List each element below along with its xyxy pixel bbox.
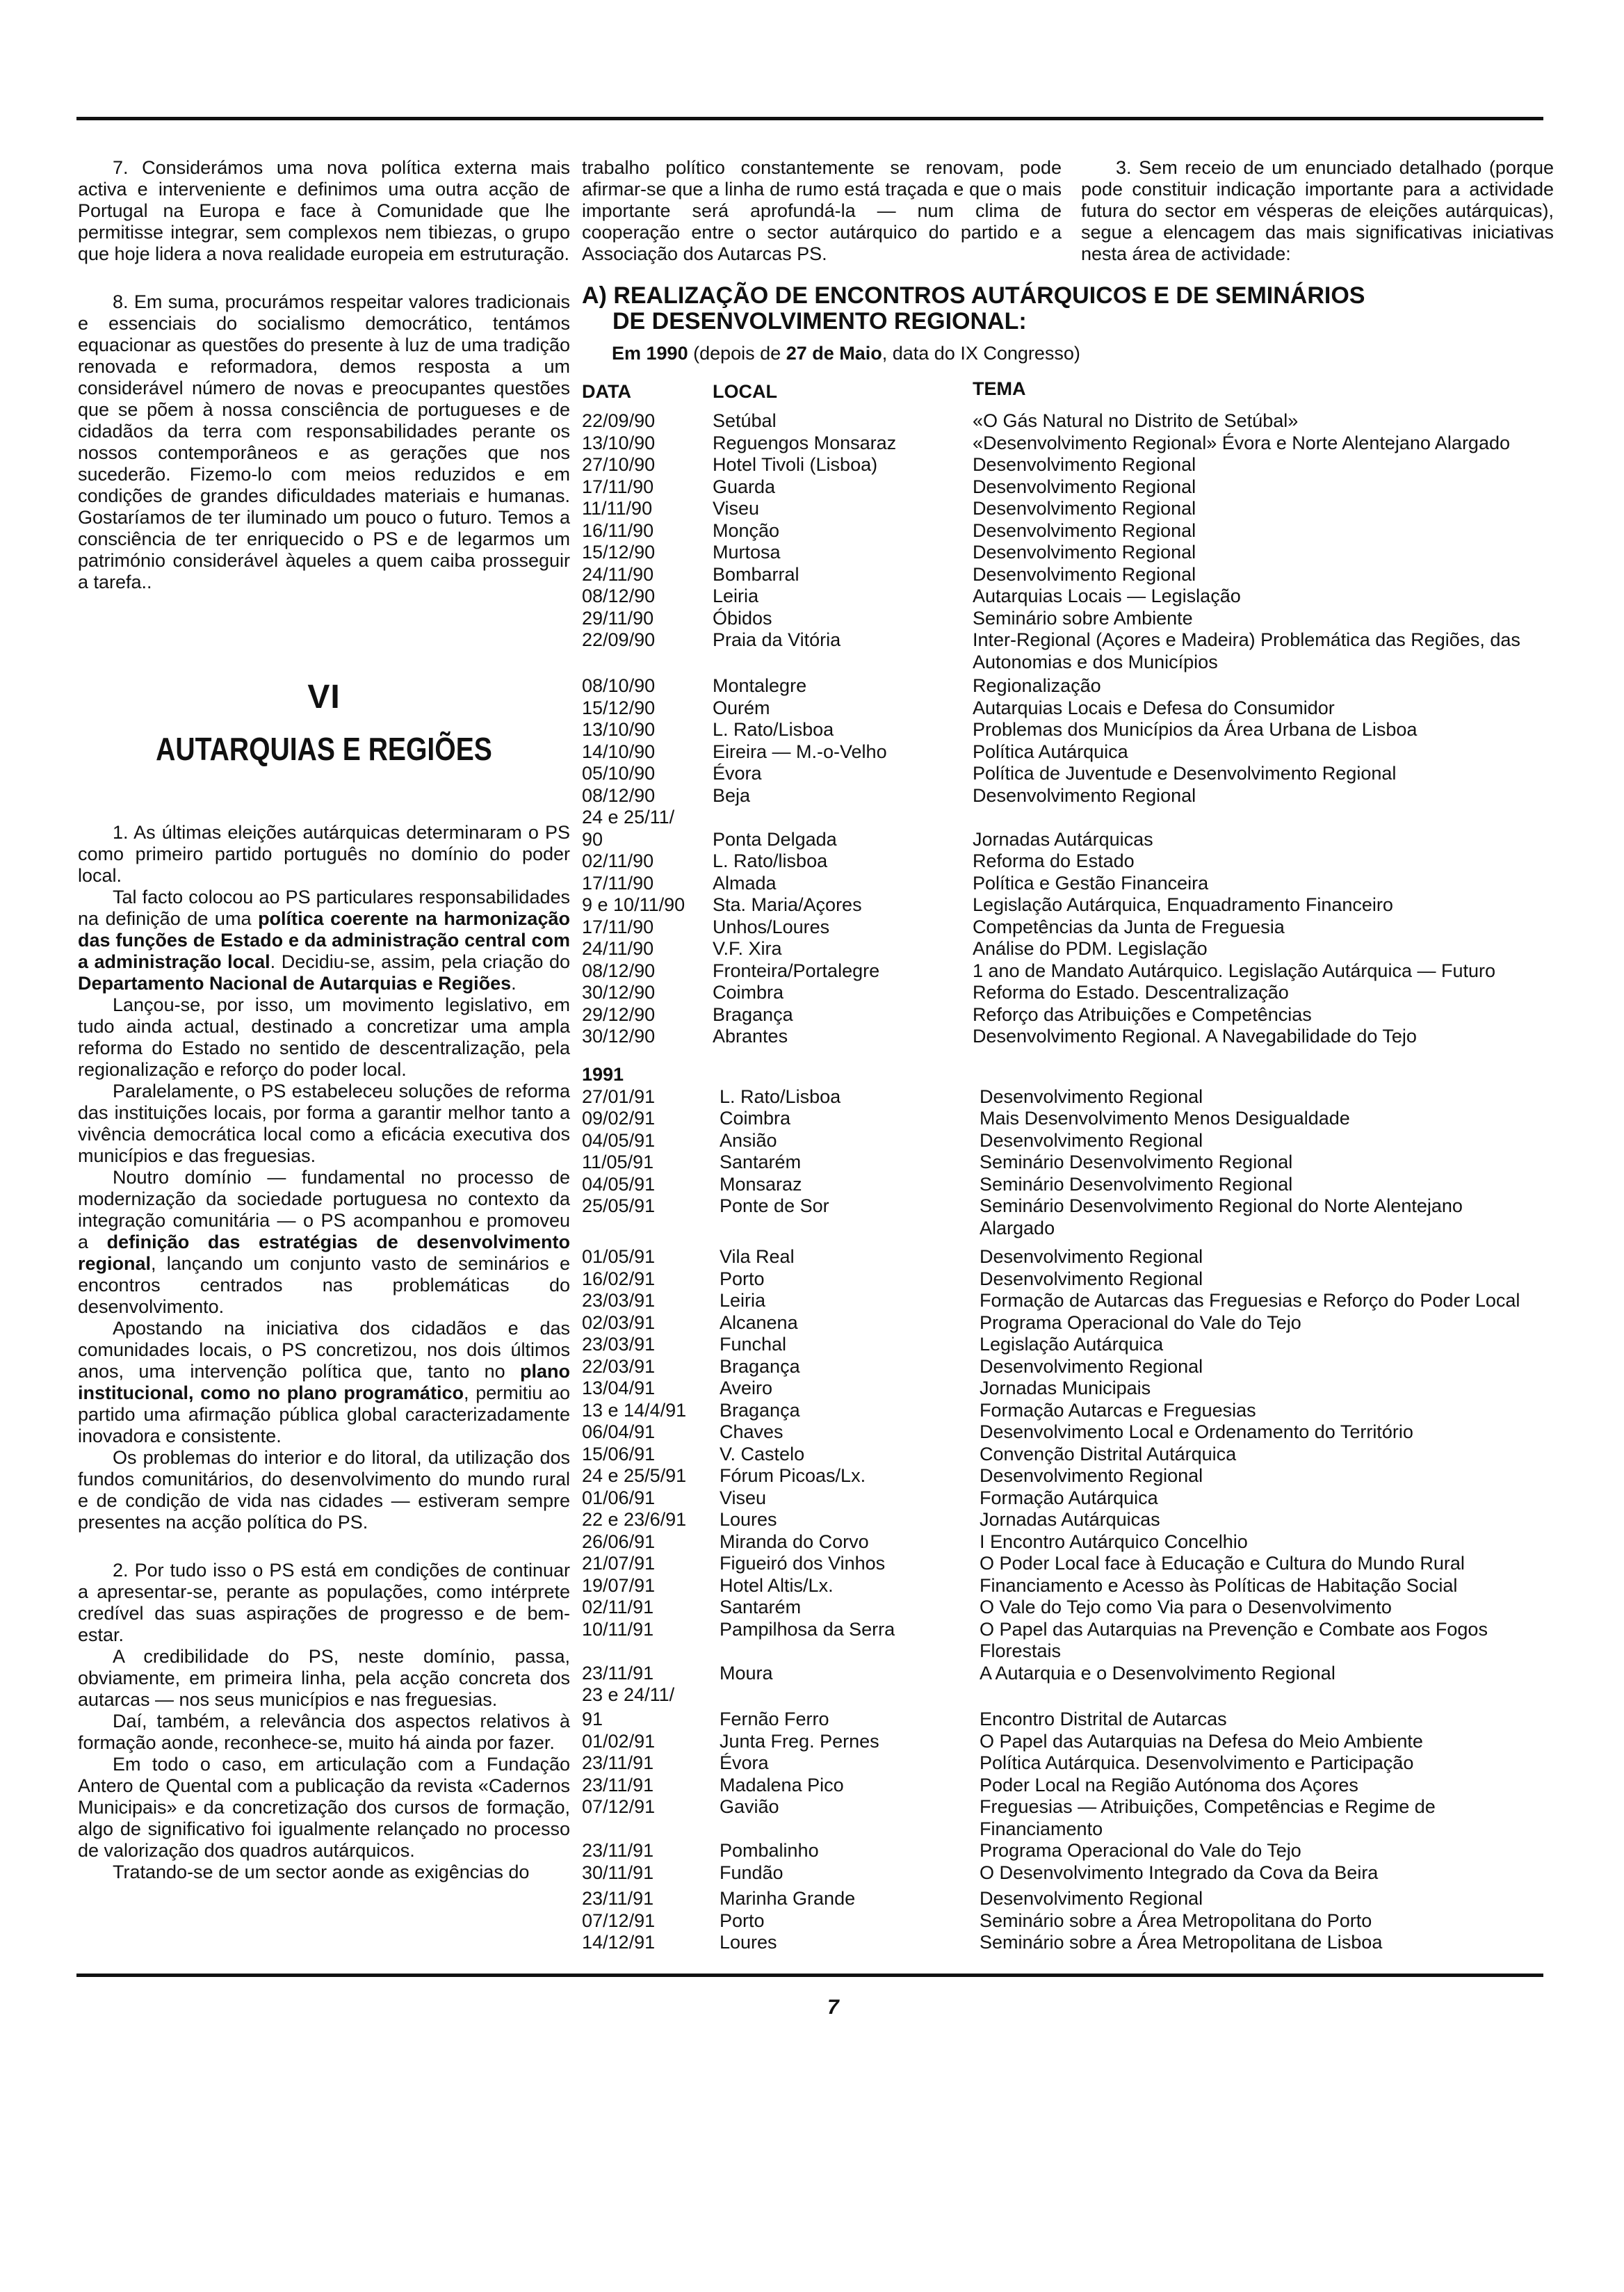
cell-local: Sta. Maria/Açores: [713, 894, 862, 915]
cell-tema: Seminário sobre Ambiente: [973, 608, 1193, 629]
section-1-para-d: Paralelamente, o PS estabeleceu soluções de reforma das instituições locais, por forma a garantir melhor tanto a vivência democrática local como a eficácia executiva dos municípios e das freguesias.: [78, 1081, 570, 1166]
bottom-rule: [76, 1974, 1543, 1977]
cell-date: 15/12/90: [582, 697, 656, 718]
cell-date: 22 e 23/6/91: [582, 1509, 687, 1530]
header-data: DATA: [582, 381, 631, 402]
cell-date: 08/12/90: [582, 586, 656, 606]
cell-tema: Desenvolvimento Regional: [980, 1888, 1203, 1909]
cell-date: 30/12/90: [582, 982, 656, 1003]
text-run: (depois de: [688, 343, 786, 364]
cell-date: 30/11/91: [582, 1862, 654, 1883]
cell-tema: Autonomias e dos Municípios: [973, 652, 1218, 672]
cell-local: Murtosa: [713, 542, 781, 563]
cell-local: Alcanena: [720, 1312, 798, 1333]
cell-tema: Reforço das Atribuições e Competências: [973, 1004, 1312, 1025]
cell-local: Ponta Delgada: [713, 829, 837, 850]
cell-date: 91: [582, 1709, 603, 1729]
cell-date: 29/11/90: [582, 608, 654, 629]
cell-tema: Programa Operacional do Vale do Tejo: [980, 1312, 1301, 1333]
cell-local: Leiria: [720, 1290, 766, 1311]
cell-tema: Financiamento e Acesso às Políticas de Habitação Social: [980, 1575, 1458, 1596]
cell-date: 04/05/91: [582, 1174, 656, 1195]
cell-date: 24 e 25/5/91: [582, 1465, 687, 1486]
cell-local: Chaves: [720, 1421, 783, 1442]
cell-local: Eireira — M.-o-Velho: [713, 741, 887, 762]
cell-date: 22/09/90: [582, 410, 656, 431]
cell-local: Hotel Tivoli (Lisboa): [713, 454, 878, 475]
cell-tema: Freguesias — Atribuições, Competências e Regime de: [980, 1796, 1436, 1817]
cell-tema: Desenvolvimento Regional: [973, 542, 1196, 563]
cell-local: Viseu: [713, 498, 760, 519]
cell-date: 07/12/91: [582, 1910, 656, 1931]
cell-date: 01/02/91: [582, 1731, 656, 1752]
column-left-section-text: [78, 822, 570, 1883]
cell-local: Ponte de Sor: [720, 1195, 829, 1216]
cell-local: Loures: [720, 1509, 777, 1530]
cell-local: Leiria: [713, 586, 759, 606]
cell-tema: O Papel das Autarquias na Prevenção e Combate aos Fogos: [980, 1619, 1488, 1640]
section-1-para-c: Lançou-se, por isso, um movimento legislativo, em tudo ainda actual, destinado a concretizar uma ampla reforma do Estado no sentido de descentralização, pela regionalização e reforço do poder local.: [78, 994, 570, 1080]
cell-tema: Alargado: [980, 1218, 1055, 1238]
cell-local: Reguengos Monsaraz: [713, 433, 897, 453]
cell-date: 17/11/90: [582, 873, 654, 894]
cell-tema: Autarquias Locais e Defesa do Consumidor: [973, 697, 1335, 718]
cell-local: Porto: [720, 1910, 765, 1931]
cell-date: 23/03/91: [582, 1290, 656, 1311]
cell-date: 14/10/90: [582, 741, 656, 762]
cell-tema: Formação Autárquica: [980, 1487, 1158, 1508]
cell-date: 13/10/90: [582, 433, 656, 453]
cell-local: Fórum Picoas/Lx.: [720, 1465, 866, 1486]
cell-local: Montalegre: [713, 675, 807, 696]
heading-line-1: A) REALIZAÇÃO DE ENCONTROS AUTÁRQUICOS E DE SEMINÁRIOS: [582, 282, 1365, 309]
cell-local: Ourém: [713, 697, 770, 718]
cell-date: 23/11/91: [582, 1663, 654, 1684]
cell-local: Évora: [720, 1752, 769, 1773]
bold-run: Departamento Nacional de Autarquias e Regiões: [78, 973, 512, 994]
cell-tema: Seminário sobre a Área Metropolitana do Porto: [980, 1910, 1372, 1931]
header-local: LOCAL: [713, 381, 777, 402]
cell-local: Évora: [713, 763, 762, 784]
cell-date: 02/03/91: [582, 1312, 656, 1333]
cell-local: Santarém: [720, 1152, 802, 1172]
cell-local: Beja: [713, 785, 751, 806]
cell-local: Coimbra: [720, 1108, 791, 1129]
cell-date: 16/02/91: [582, 1268, 656, 1289]
cell-date: 13/04/91: [582, 1378, 656, 1398]
heading-line-2: DE DESENVOLVIMENTO REGIONAL:: [612, 308, 1027, 334]
header-tema: TEMA: [973, 378, 1026, 399]
right-paragraph: 3. Sem receio de um enunciado detalhado (porque pode constituir indicação importante para a actividade futura do sector em vésperas de eleições autárquicas), segue a elencagem das mais significativas iniciativas nesta área de actividade:: [1081, 157, 1554, 264]
cell-tema: Desenvolvimento Regional: [980, 1465, 1203, 1486]
cell-tema: Problemas dos Municípios da Área Urbana de Lisboa: [973, 719, 1418, 740]
cell-tema: Jornadas Autárquicas: [980, 1509, 1160, 1530]
cell-tema: Legislação Autárquica, Enquadramento Financeiro: [973, 894, 1393, 915]
cell-tema: Jornadas Autárquicas: [973, 829, 1153, 850]
cell-tema: Análise do PDM. Legislação: [973, 938, 1208, 959]
section-2-para-c: Daí, também, a relevância dos aspectos relativos à formação aonde, reconhece-se, muito há ainda por fazer.: [78, 1711, 570, 1753]
cell-tema: Desenvolvimento Regional: [973, 520, 1196, 541]
cell-date: 11/05/91: [582, 1152, 654, 1172]
cell-local: Ansião: [720, 1130, 777, 1151]
cell-local: Gavião: [720, 1796, 779, 1817]
cell-tema: Política Autárquica. Desenvolvimento e Participação: [980, 1752, 1414, 1773]
section-a-heading: [582, 283, 1555, 334]
cell-date: 17/11/90: [582, 917, 654, 937]
section-1-para-b: [78, 887, 570, 994]
cell-date: 09/02/91: [582, 1108, 656, 1129]
cell-tema: Desenvolvimento Regional: [973, 785, 1196, 806]
section-1-para-f: [78, 1318, 570, 1447]
bold-run: plano institucional, como no plano programático: [78, 1361, 570, 1403]
cell-date: 23/11/91: [582, 1752, 654, 1773]
page-number: 7: [827, 1996, 839, 2019]
cell-tema: Desenvolvimento Regional: [980, 1356, 1203, 1377]
cell-date: 22/09/90: [582, 629, 656, 650]
section-2-para-a: 2. Por tudo isso o PS está em condições de continuar a apresentar-se, perante as populações, como intérprete credível das suas aspirações de progresso e de bem-estar.: [78, 1560, 570, 1645]
cell-date: 08/10/90: [582, 675, 656, 696]
bold-run: definição das estratégias de desenvolvimento regional: [78, 1232, 570, 1274]
cell-tema: Encontro Distrital de Autarcas: [980, 1709, 1227, 1729]
cell-tema: Programa Operacional do Vale do Tejo: [980, 1840, 1301, 1861]
cell-date: 13/10/90: [582, 719, 656, 740]
cell-tema: Reforma do Estado. Descentralização: [973, 982, 1289, 1003]
text-run: Apostando na iniciativa dos cidadãos e das comunidades locais, o PS concretizou, nos dois últimos anos, uma intervenção política que, tanto no: [78, 1318, 570, 1382]
cell-local: Almada: [713, 873, 777, 894]
cell-date: 08/12/90: [582, 785, 656, 806]
cell-tema: Seminário Desenvolvimento Regional: [980, 1174, 1293, 1195]
cell-tema: O Vale do Tejo como Via para o Desenvolvimento: [980, 1597, 1392, 1617]
cell-date: 11/11/90: [582, 498, 653, 519]
text-run: , lançando um conjunto vasto de seminários e encontros centrados nas problemáticas do desenvolvimento.: [78, 1253, 570, 1317]
cell-tema: «O Gás Natural no Distrito de Setúbal»: [973, 410, 1299, 431]
text-run: , permitiu ao partido uma afirmação pública global caracterizadamente inovadora e consistente.: [78, 1382, 570, 1446]
text-run: Noutro domínio — fundamental no processo de modernização da sociedade portuguesa no contexto da integração comunitária — o PS acompanhou e promoveu a: [78, 1167, 570, 1252]
cell-tema: Política Autárquica: [973, 741, 1128, 762]
cell-local: Guarda: [713, 476, 776, 497]
cell-tema: Legislação Autárquica: [980, 1334, 1164, 1355]
section-2-para-d: Em todo o caso, em articulação com a Fundação Antero de Quental com a publicação da revista «Cadernos Municipais» e da concretização dos cursos de formação, algo de significativo foi igualmente relançado no processo de valorização dos quadros autárquicos.: [78, 1754, 570, 1861]
cell-local: Funchal: [720, 1334, 787, 1355]
cell-date: 05/10/90: [582, 763, 656, 784]
cell-date: 10/11/91: [582, 1619, 654, 1640]
cell-tema: O Desenvolvimento Integrado da Cova da Beira: [980, 1862, 1379, 1883]
cell-tema: Inter-Regional (Açores e Madeira) Problemática das Regiões, das: [973, 629, 1520, 650]
cell-local: Unhos/Loures: [713, 917, 830, 937]
section-2-para-e: Tratando-se de um sector aonde as exigências do: [113, 1862, 530, 1882]
cell-tema: I Encontro Autárquico Concelhio: [980, 1531, 1248, 1552]
bold-run: Em 1990: [612, 343, 688, 364]
cell-local: Figueiró dos Vinhos: [720, 1553, 886, 1574]
cell-tema: Desenvolvimento Regional: [980, 1246, 1203, 1267]
cell-tema: A Autarquia e o Desenvolvimento Regional: [980, 1663, 1335, 1684]
cell-date: 29/12/90: [582, 1004, 656, 1025]
cell-date: 16/11/90: [582, 520, 654, 541]
cell-tema: Mais Desenvolvimento Menos Desigualdade: [980, 1108, 1350, 1129]
cell-tema: Poder Local na Região Autónoma dos Açores: [980, 1775, 1358, 1795]
cell-date: 15/06/91: [582, 1444, 656, 1464]
cell-local: Moura: [720, 1663, 773, 1684]
cell-date: 08/12/90: [582, 960, 656, 981]
cell-local: Miranda do Corvo: [720, 1531, 869, 1552]
cell-tema: Desenvolvimento Regional: [980, 1130, 1203, 1151]
cell-local: L. Rato/Lisboa: [720, 1086, 841, 1107]
cell-tema: Desenvolvimento Regional: [973, 454, 1196, 475]
cell-tema: Regionalização: [973, 675, 1101, 696]
bold-run: 27 de Maio: [786, 343, 882, 364]
cell-tema: O Poder Local face à Educação e Cultura do Mundo Rural: [980, 1553, 1465, 1574]
cell-local: Fronteira/Portalegre: [713, 960, 880, 981]
cell-date: 90: [582, 829, 603, 850]
cell-local: L. Rato/lisboa: [713, 850, 828, 871]
section-1-para-g: Os problemas do interior e do litoral, da utilização dos fundos comunitários, do desenvolvimento do mundo rural e de condição de vida nas cidades — estiveram sempre presentes na acção política do PS.: [78, 1447, 570, 1533]
cell-tema: Desenvolvimento Regional: [973, 476, 1196, 497]
cell-local: V.F. Xira: [713, 938, 782, 959]
cell-date: 30/12/90: [582, 1026, 656, 1047]
cell-local: Monsaraz: [720, 1174, 802, 1195]
cell-date: 01/05/91: [582, 1246, 656, 1267]
cell-local: Praia da Vitória: [713, 629, 841, 650]
cell-tema: Seminário Desenvolvimento Regional: [980, 1152, 1293, 1172]
cell-tema: «Desenvolvimento Regional» Évora e Norte Alentejano Alargado: [973, 433, 1510, 453]
text-run: Tal facto colocou ao PS particulares responsabilidades na definição de uma: [78, 887, 570, 929]
text-run: .: [511, 973, 517, 994]
cell-date: 23 e 24/11/: [582, 1684, 675, 1705]
cell-tema: Formação de Autarcas das Freguesias e Reforço do Poder Local: [980, 1290, 1520, 1311]
cell-local: Pampilhosa da Serra: [720, 1619, 895, 1640]
cell-tema: Financiamento: [980, 1818, 1103, 1839]
cell-date: 23/11/91: [582, 1775, 654, 1795]
cell-local: Bombarral: [713, 564, 799, 585]
cell-tema: Seminário Desenvolvimento Regional do Norte Alentejano: [980, 1195, 1463, 1216]
cell-tema: Desenvolvimento Regional: [980, 1086, 1203, 1107]
cell-tema: 1 ano de Mandato Autárquico. Legislação Autárquica — Futuro: [973, 960, 1495, 981]
cell-date: 06/04/91: [582, 1421, 656, 1442]
cell-local: Porto: [720, 1268, 765, 1289]
cell-local: Viseu: [720, 1487, 767, 1508]
column-left: [78, 157, 570, 593]
cell-local: Madalena Pico: [720, 1775, 844, 1795]
section-title: AUTARQUIAS E REGIÕES: [156, 731, 492, 767]
cell-tema: Desenvolvimento Regional: [980, 1268, 1203, 1289]
cell-local: Fundão: [720, 1862, 783, 1883]
top-rule: [76, 117, 1543, 120]
cell-date: 14/12/91: [582, 1932, 656, 1953]
cell-date: 23/11/91: [582, 1840, 654, 1861]
column-middle-text: [582, 157, 1062, 265]
cell-local: Coimbra: [713, 982, 784, 1003]
paragraph-8: 8. Em suma, procurámos respeitar valores tradicionais e essenciais do socialismo democrático, tentámos equacionar as questões do presente à luz de uma tradição renovada e reformadora, demos resposta a um considerável número de novas e preocupantes questões que se põem à nossa consciência de portugueses e de cidadãos da terra com responsabilidades perante os nossos contemporâneos e as gerações que nos sucederão. Fizemo-lo com meios reduzidos e em condições de grandes dificuldades materiais e humanas. Gostaríamos de ter iluminado um pouco o futuro. Temos a consciência de ter enriquecido o PS e de legarmos um património considerável àqueles a quem caiba prosseguir a tarefa..: [78, 291, 570, 592]
cell-local: Santarém: [720, 1597, 802, 1617]
cell-date: 25/05/91: [582, 1195, 656, 1216]
cell-date: 24 e 25/11/: [582, 807, 675, 828]
cell-tema: Jornadas Municipais: [980, 1378, 1151, 1398]
cell-tema: Competências da Junta de Freguesia: [973, 917, 1285, 937]
cell-local: Setúbal: [713, 410, 777, 431]
cell-tema: O Papel das Autarquias na Defesa do Meio Ambiente: [980, 1731, 1423, 1752]
middle-paragraph: trabalho político constantemente se renovam, pode afirmar-se que a linha de rumo está traçada e que o mais importante será aprofundá-la — num clima de cooperação entre o sector autárquico do partido e a Associação dos Autarcas PS.: [582, 157, 1062, 264]
cell-tema: Autarquias Locais — Legislação: [973, 586, 1241, 606]
cell-date: 9 e 10/11/90: [582, 894, 685, 915]
cell-tema: Política de Juventude e Desenvolvimento Regional: [973, 763, 1397, 784]
cell-tema: Florestais: [980, 1640, 1062, 1661]
text-run: . Decidiu-se, assim, pela criação do: [270, 951, 570, 972]
cell-local: Monção: [713, 520, 780, 541]
cell-local: Marinha Grande: [720, 1888, 856, 1909]
cell-tema: Desenvolvimento Regional. A Navegabilidade do Tejo: [973, 1026, 1417, 1047]
cell-date: 22/03/91: [582, 1356, 656, 1377]
text-run: , data do IX Congresso): [882, 343, 1080, 364]
cell-date: 02/11/91: [582, 1597, 654, 1617]
cell-tema: Desenvolvimento Regional: [973, 498, 1196, 519]
section-number: VI: [307, 679, 341, 716]
cell-tema: Formação Autarcas e Freguesias: [980, 1400, 1256, 1421]
section-1-para-e: [78, 1167, 570, 1318]
cell-local: Fernão Ferro: [720, 1709, 829, 1729]
cell-local: Junta Freg. Pernes: [720, 1731, 879, 1752]
cell-tema: Desenvolvimento Local e Ordenamento do Território: [980, 1421, 1413, 1442]
column-right-text: [1081, 157, 1554, 265]
cell-date: 21/07/91: [582, 1553, 656, 1574]
cell-local: Óbidos: [713, 608, 772, 629]
cell-local: Bragança: [713, 1004, 793, 1025]
cell-date: 27/01/91: [582, 1086, 656, 1107]
cell-date: 19/07/91: [582, 1575, 656, 1596]
cell-local: Abrantes: [713, 1026, 788, 1047]
cell-local: Vila Real: [720, 1246, 795, 1267]
bold-run: política coerente na harmonização das funções de Estado e da administração central com a administração local: [78, 908, 570, 972]
cell-date: 13 e 14/4/91: [582, 1400, 687, 1421]
cell-tema: Desenvolvimento Regional: [973, 564, 1196, 585]
cell-tema: Convenção Distrital Autárquica: [980, 1444, 1237, 1464]
cell-date: 23/11/91: [582, 1888, 654, 1909]
cell-local: Bragança: [720, 1356, 800, 1377]
paragraph-7: 7. Considerámos uma nova política externa mais activa e interveniente e definimos uma outra acção de Portugal na Europa e face à Comunidade que lhe permitisse integrar, sem complexos nem tibiezas, o grupo que hoje lidera a nova realidade europeia em estruturação.: [78, 157, 570, 264]
cell-date: 24/11/90: [582, 938, 654, 959]
cell-local: Pombalinho: [720, 1840, 819, 1861]
section-1-para-a: 1. As últimas eleições autárquicas determinaram o PS como primeiro partido português no domínio do poder local.: [78, 822, 570, 886]
cell-date: 04/05/91: [582, 1130, 656, 1151]
cell-local: L. Rato/Lisboa: [713, 719, 834, 740]
cell-date: 26/06/91: [582, 1531, 656, 1552]
cell-local: Bragança: [720, 1400, 800, 1421]
cell-local: Aveiro: [720, 1378, 773, 1398]
cell-date: 24/11/90: [582, 564, 654, 585]
cell-date: 07/12/91: [582, 1796, 656, 1817]
cell-date: 23/03/91: [582, 1334, 656, 1355]
cell-tema: Seminário sobre a Área Metropolitana de Lisboa: [980, 1932, 1383, 1953]
cell-local: V. Castelo: [720, 1444, 805, 1464]
cell-date: 17/11/90: [582, 476, 654, 497]
section-2-para-b: A credibilidade do PS, neste domínio, passa, obviamente, em primeira linha, pela acção concreta dos autarcas — nos seus municípios e nas freguesias.: [78, 1646, 570, 1710]
cell-local: Hotel Altis/Lx.: [720, 1575, 834, 1596]
section-a-subheading: [612, 343, 1080, 364]
cell-tema: Reforma do Estado: [973, 850, 1135, 871]
cell-date: 01/06/91: [582, 1487, 656, 1508]
cell-date: 1991: [582, 1064, 624, 1085]
cell-local: Loures: [720, 1932, 777, 1953]
cell-date: 27/10/90: [582, 454, 656, 475]
cell-date: 15/12/90: [582, 542, 656, 563]
cell-tema: Política e Gestão Financeira: [973, 873, 1209, 894]
cell-date: 02/11/90: [582, 850, 654, 871]
